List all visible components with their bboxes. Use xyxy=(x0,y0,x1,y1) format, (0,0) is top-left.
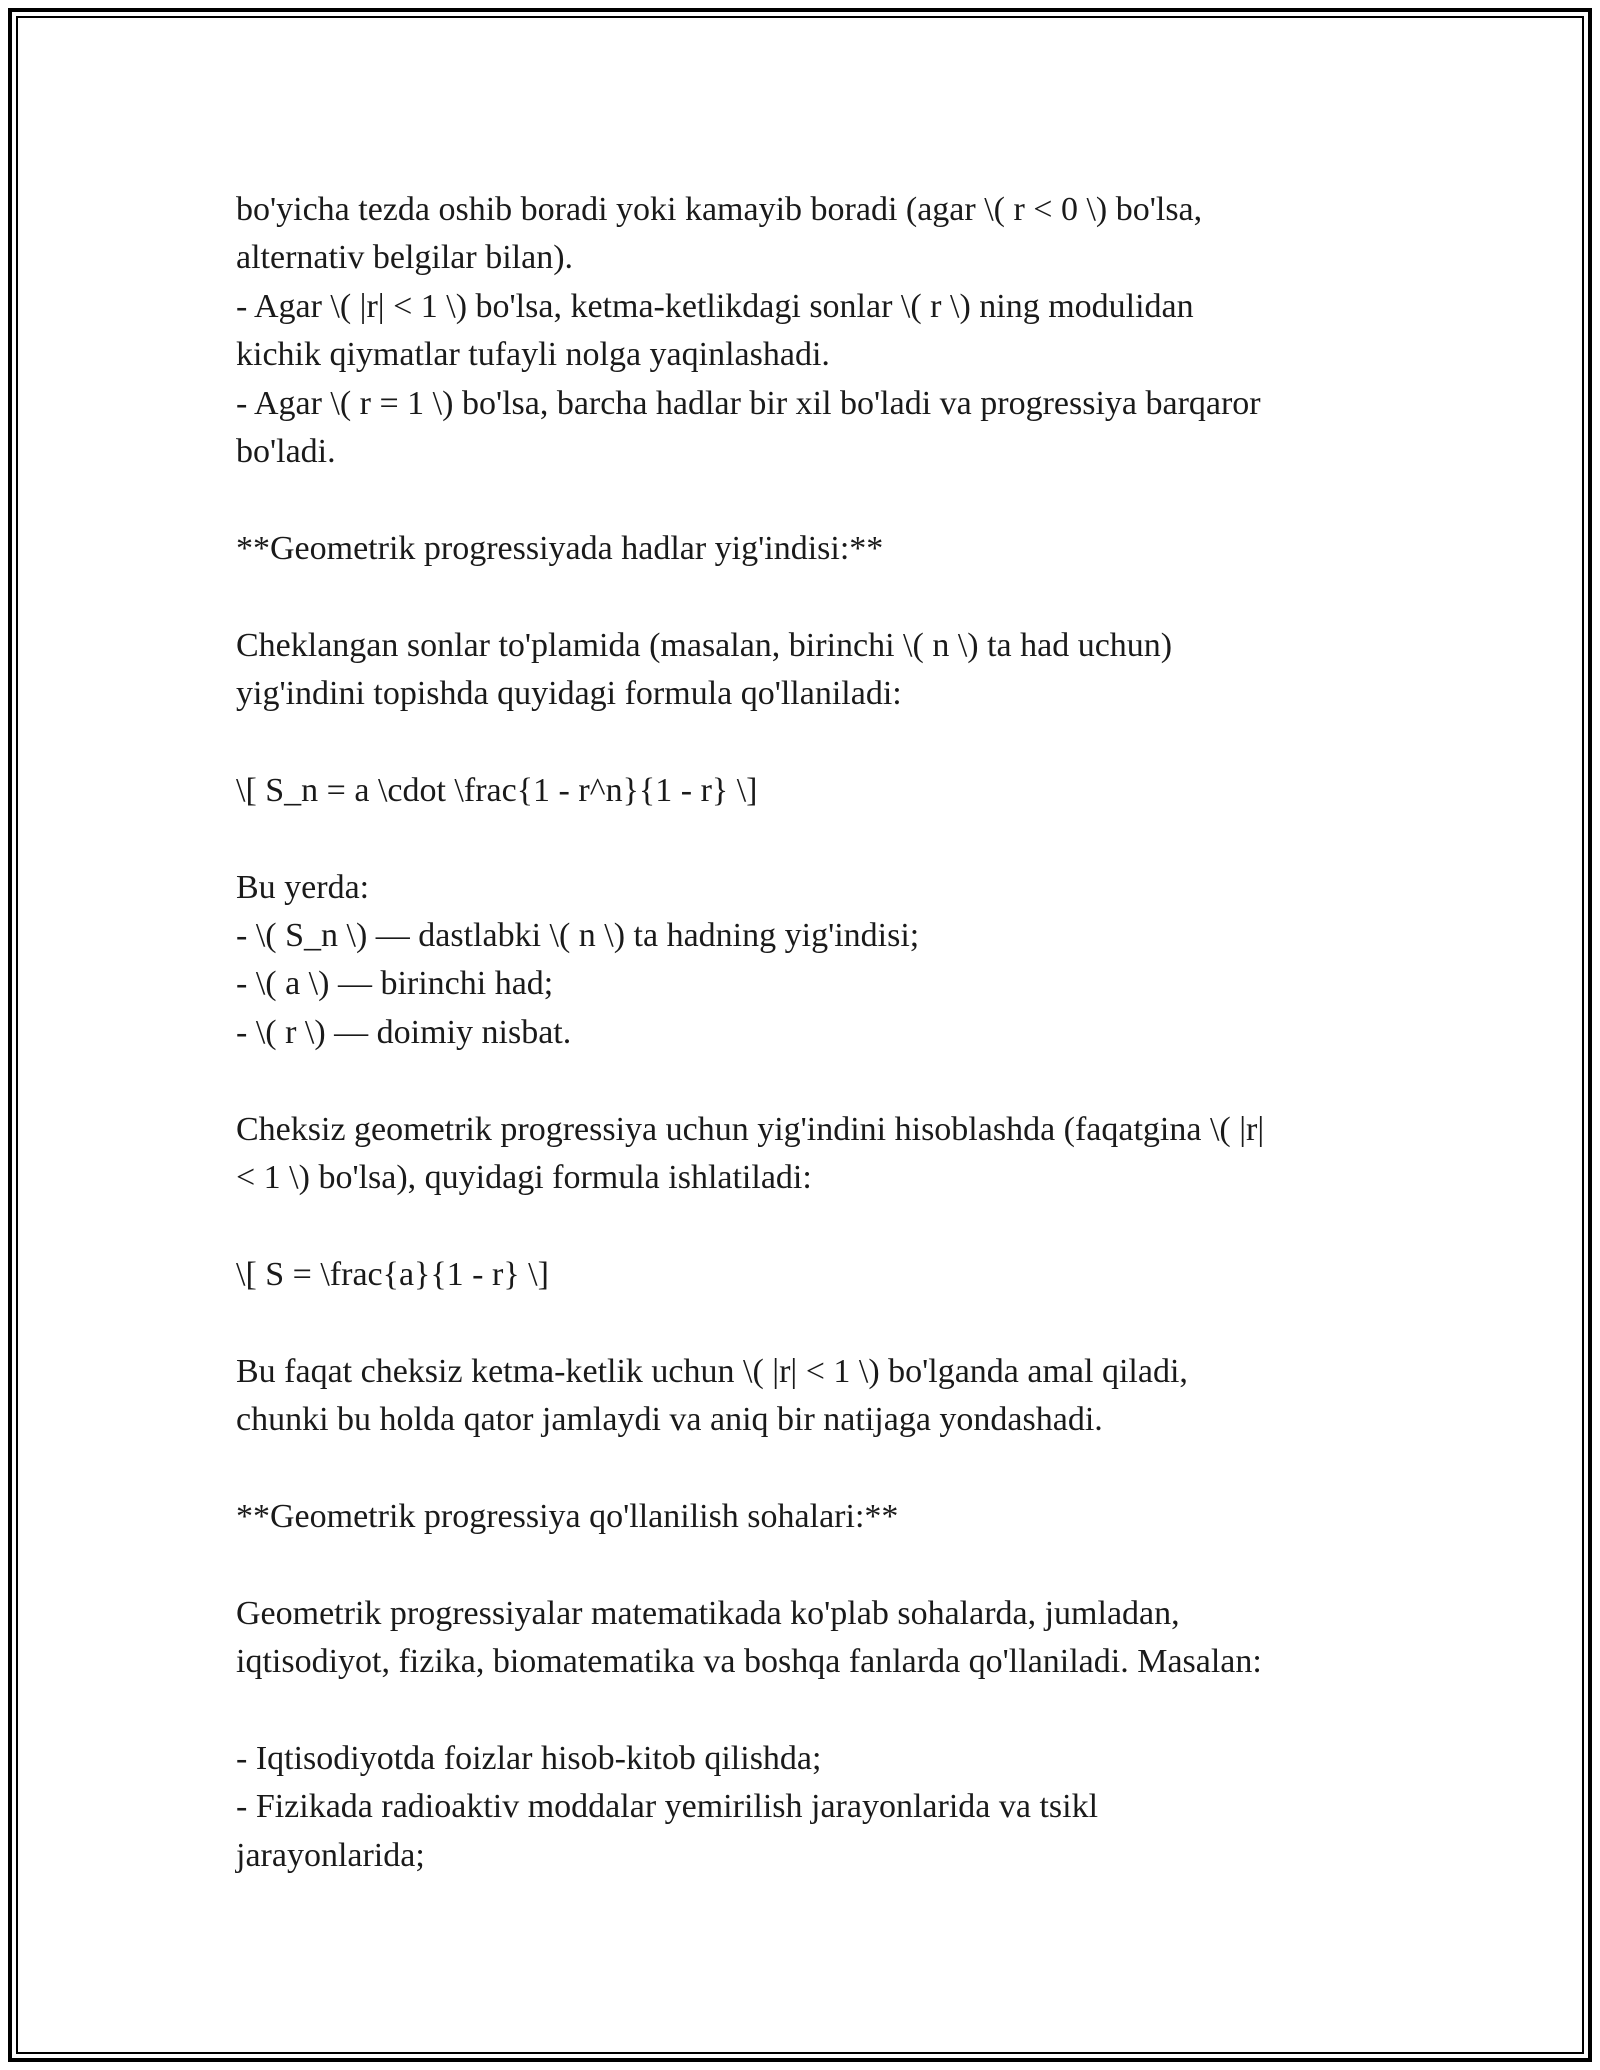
text-line: - \( r \) — doimiy nisbat. xyxy=(236,1013,572,1051)
text-line: < 1 \) bo'lsa), quyidagi formula ishlatiladi: xyxy=(236,1159,812,1197)
blank-line xyxy=(236,1299,1366,1347)
text-line: Bu yerda: xyxy=(236,868,370,906)
text-line: - Agar \( |r| < 1 \) bo'lsa, ketma-ketlikdagi sonlar \( r \) ning modulidan xyxy=(236,287,1194,325)
blank-line xyxy=(236,1057,1366,1105)
text-line: - Fizikada radioaktiv moddalar yemirilish jarayonlarida va tsikl xyxy=(236,1788,1099,1826)
blank-line xyxy=(236,476,1366,524)
text-line: alternativ belgilar bilan). xyxy=(236,239,574,277)
text-line: iqtisodiyot, fizika, biomatematika va boshqa fanlarda qo'llaniladi. Masalan: xyxy=(236,1643,1262,1681)
text-line: bo'ladi. xyxy=(236,433,336,471)
blank-line xyxy=(236,815,1366,863)
blank-line xyxy=(236,573,1366,621)
text-line: **Geometrik progressiya qo'llanilish sohalari:** xyxy=(236,1497,899,1535)
text-line: bo'yicha tezda oshib boradi yoki kamayib boradi (agar \( r < 0 \) bo'lsa, xyxy=(236,191,1203,228)
text-line: **Geometrik progressiyada hadlar yig'indisi:** xyxy=(236,529,884,567)
text-line: yig'indini topishda quyidagi formula qo'llaniladi: xyxy=(236,675,902,713)
text-line: jarayonlarida; xyxy=(236,1836,425,1874)
text-line: - Iqtisodiyotda foizlar hisob-kitob qilishda; xyxy=(236,1739,822,1777)
blank-line xyxy=(236,1541,1366,1589)
text-line: - Agar \( r = 1 \) bo'lsa, barcha hadlar bir xil bo'ladi va progressiya barqaror xyxy=(236,384,1261,422)
text-line: Geometrik progressiyalar matematikada ko'plab sohalarda, jumladan, xyxy=(236,1594,1180,1632)
text-line: kichik qiymatlar tufayli nolga yaqinlashadi. xyxy=(236,336,830,374)
document-body xyxy=(236,186,1366,1880)
text-line: Cheksiz geometrik progressiya uchun yig'indini hisoblashda (faqatgina \( |r| xyxy=(236,1110,1265,1148)
blank-line xyxy=(236,718,1366,766)
blank-line xyxy=(236,1202,1366,1250)
text-line: Bu faqat cheksiz ketma-ketlik uchun \( |r| < 1 \) bo'lganda amal qiladi, xyxy=(236,1352,1188,1390)
text-line: - \( a \) — birinchi had; xyxy=(236,965,554,1003)
text-line: - \( S_n \) — dastlabki \( n \) ta hadning yig'indisi; xyxy=(236,917,920,955)
text-line: Cheklangan sonlar to'plamida (masalan, birinchi \( n \) ta had uchun) xyxy=(236,626,1173,664)
text-line: \[ S_n = a \cdot \frac{1 - r^n}{1 - r} \] xyxy=(236,771,758,809)
blank-line xyxy=(236,1686,1366,1734)
text-line: chunki bu holda qator jamlaydi va aniq bir natijaga yondashadi. xyxy=(236,1401,1103,1439)
text-line: \[ S = \frac{a}{1 - r} \] xyxy=(236,1255,549,1293)
blank-line xyxy=(236,1444,1366,1492)
